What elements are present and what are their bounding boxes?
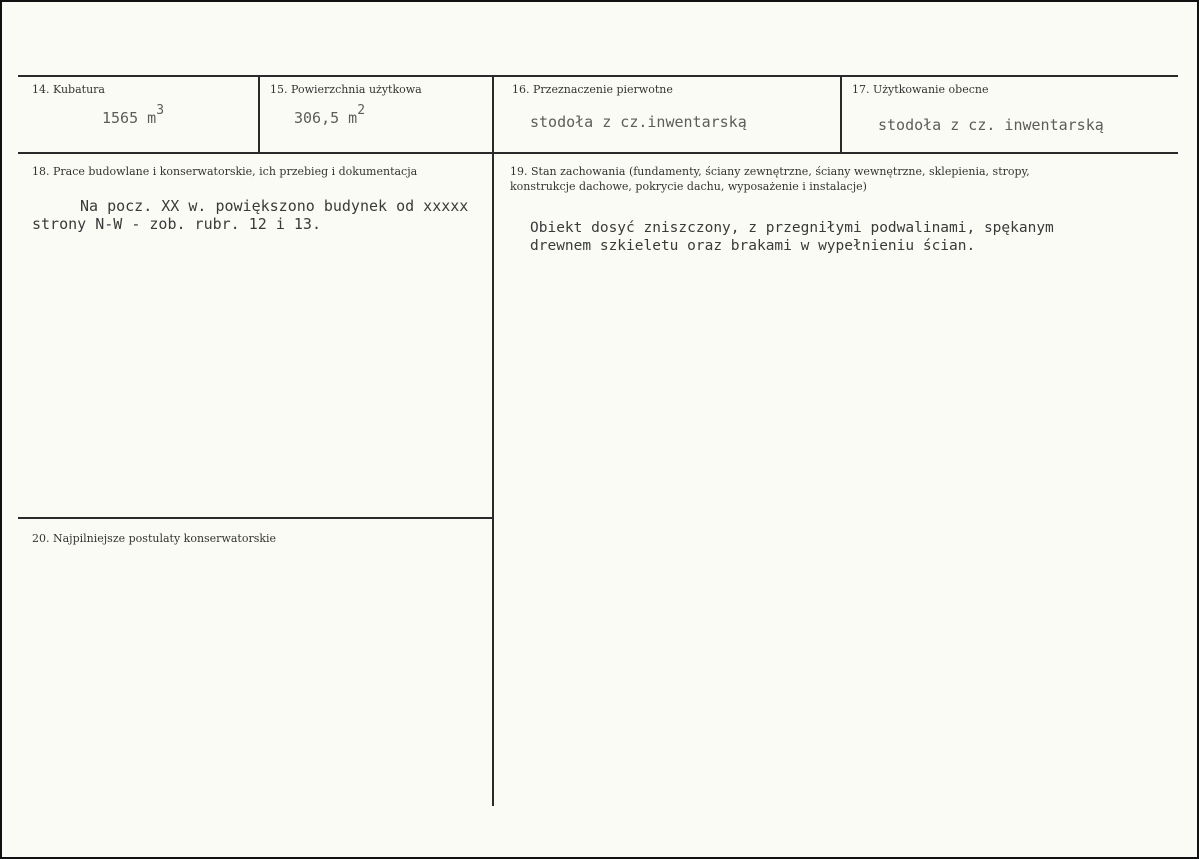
divider-14-15	[258, 75, 260, 154]
middle-rule	[18, 152, 1178, 154]
field-14-number: 1565 m	[102, 109, 157, 127]
field-15-label: 15. Powierzchnia użytkowa	[270, 83, 422, 96]
lower-left-rule	[18, 517, 492, 519]
top-rule	[18, 75, 1178, 77]
field-14-value	[102, 103, 165, 130]
field-17-label: 17. Użytkowanie obecne	[852, 83, 989, 96]
field-16-label: 16. Przeznaczenie pierwotne	[512, 83, 673, 96]
field-15-value	[294, 103, 366, 130]
field-19-line-1: Obiekt dosyć zniszczony, z przegniłymi podwalinami, spękanym	[530, 220, 1054, 236]
field-14-label: 14. Kubatura	[32, 83, 105, 96]
field-17-value: stodoła z cz. inwentarską	[878, 116, 1104, 134]
field-18-line-1: Na pocz. XX w. powiększono budynek od xxxxx	[80, 197, 469, 215]
field-14-unit-exponent: 3	[156, 103, 165, 118]
divider-16-17	[840, 75, 842, 154]
field-15-number: 306,5 m	[294, 109, 358, 127]
field-15-unit-exponent: 2	[357, 103, 366, 118]
field-20-label: 20. Najpilniejsze postulaty konserwatorskie	[32, 532, 277, 545]
field-19-label-line-2: konstrukcje dachowe, pokrycie dachu, wyposażenie i instalacje)	[510, 180, 867, 193]
field-18-line-2: strony N-W - zob. rubr. 12 i 13.	[32, 215, 321, 233]
divider-main	[492, 75, 494, 806]
field-16-value: stodoła z cz.inwentarską	[530, 113, 747, 131]
field-19-line-2: drewnem szkieletu oraz brakami w wypełnieniu ścian.	[530, 238, 976, 254]
field-19-label-line-1: 19. Stan zachowania (fundamenty, ściany zewnętrzne, ściany wewnętrzne, sklepienia, stropy,	[510, 165, 1030, 178]
field-18-label: 18. Prace budowlane i konserwatorskie, ich przebieg i dokumentacja	[32, 165, 418, 178]
